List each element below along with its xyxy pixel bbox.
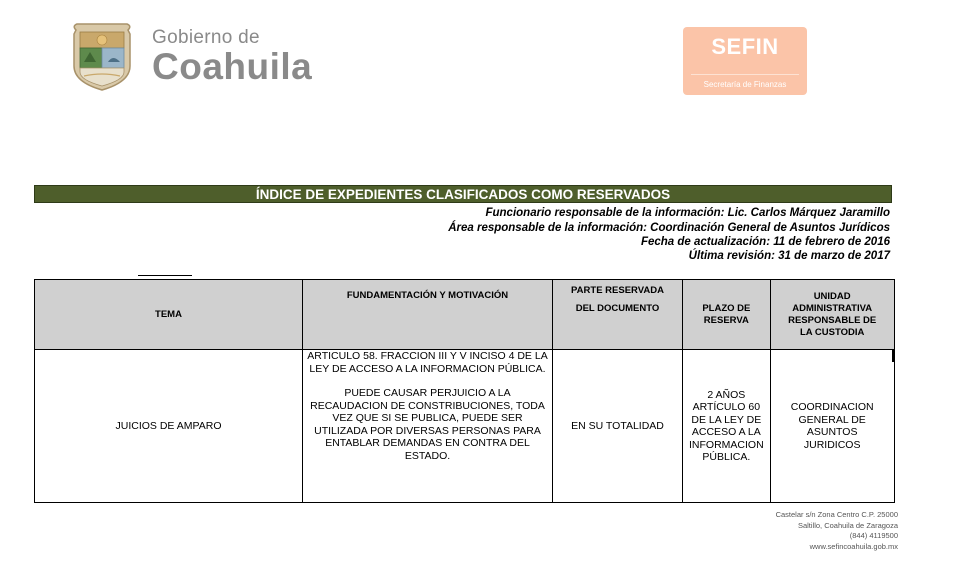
- cell-fundamentacion: [303, 350, 553, 503]
- cell-tema: JUICIOS DE AMPARO: [35, 350, 303, 503]
- cell-parte-reservada: EN SU TOTALIDAD: [553, 350, 683, 503]
- footer-line2: Saltillo, Coahuila de Zaragoza: [797, 520, 898, 530]
- government-wordmark: [152, 28, 312, 86]
- fundamentacion-motivo: PUEDE CAUSAR PERJUICIO A LA RECAUDACION DE CONSTRIBUCIONES, TODA VEZ QUE SI SE PUBLICA, PUEDE SER UTILIZADA POR DIVERSAS PERSONAS PARA ENTABLAR DEMANDAS EN CONTRA DEL ESTADO.: [310, 387, 545, 462]
- divider-rule: [138, 275, 192, 276]
- reserved-records-table: [34, 279, 895, 503]
- header-parte-reservada: PARTE RESERVADA DEL DOCUMENTO: [553, 280, 683, 350]
- header-plazo: PLAZO DE RESERVA: [683, 280, 771, 350]
- table-header-row: [35, 280, 895, 350]
- footer-website: www.sefincoahuila.gob.mx: [809, 541, 898, 551]
- cell-plazo: 2 AÑOS ARTÍCULO 60 DE LA LEY DE ACCESO A LA INFORMACION PÚBLICA.: [683, 350, 771, 503]
- fundamentacion-legal: ARTICULO 58. FRACCION III Y V INCISO 4 DE LA LEY DE ACCESO A LA INFORMACION PÚBLICA.: [307, 350, 548, 375]
- cell-unidad: COORDINACION GENERAL DE ASUNTOS JURIDICOS: [770, 350, 894, 503]
- footer-line1: Castelar s/n Zona Centro C.P. 25000: [775, 510, 898, 519]
- meta-funcionario: Funcionario responsable de la información: Lic. Carlos Márquez Jaramillo: [485, 207, 890, 219]
- sefin-subtitle: Secretaría de Finanzas: [703, 80, 787, 89]
- header-fundamentacion: FUNDAMENTACIÓN Y MOTIVACIÓN: [303, 280, 553, 350]
- index-title: ÍNDICE DE EXPEDIENTES CLASIFICADOS COMO RESERVADOS: [255, 187, 671, 202]
- table-edge-mark: [892, 350, 894, 362]
- header-unidad: UNIDAD ADMINISTRATIVA RESPONSABLE DE LA CUSTODIA: [770, 280, 894, 350]
- gov-line1: Gobierno de: [152, 27, 260, 48]
- sefin-divider: [691, 74, 799, 75]
- coat-of-arms-icon: [68, 22, 136, 92]
- sefin-title: SEFIN: [711, 34, 779, 59]
- meta-fecha: Fecha de actualización: 11 de febrero de 2016: [640, 236, 890, 248]
- meta-revision: Última revisión: 31 de marzo de 2017: [688, 250, 890, 262]
- gov-line2: Coahuila: [152, 46, 313, 87]
- sefin-logo: [683, 27, 807, 95]
- footer-line3: (844) 4119500: [849, 531, 898, 540]
- footer-address: [776, 510, 898, 552]
- meta-area: Área responsable de la información: Coordinación General de Asuntos Jurídicos: [448, 222, 890, 234]
- header-tema: TEMA: [35, 280, 303, 350]
- index-title-bar: [34, 185, 892, 203]
- table-row: [35, 350, 895, 503]
